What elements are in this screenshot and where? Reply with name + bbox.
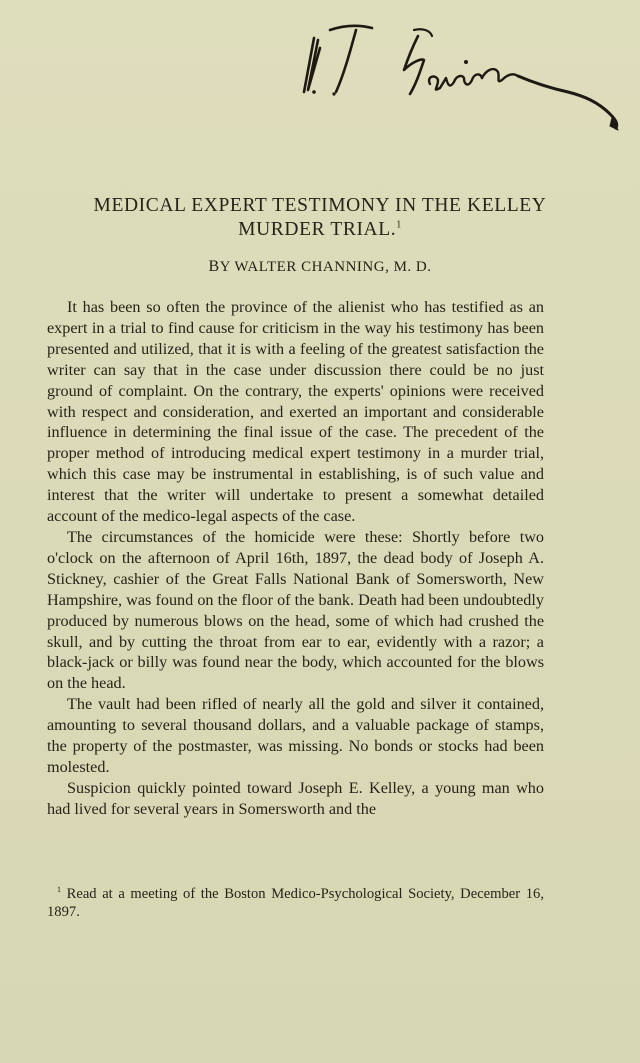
paragraph: It has been so often the province of the alienist who has testified as an expert in a trial to find cause for criticism in the way his testimony has been presented and utilized, that it is with a feeling of the greatest satisfaction the writer can say that in the case under discussion there could be no just ground of complaint. On the contrary, the experts' opinions were received with respect and consideration, and exerted an important and considerable influence in determining the final issue of the case. The precedent of the proper method of introducing medical expert testimony in a murder trial, which this case may be instrumental in establishing, is of such value and interest that the writer will undertake to present a somewhat detailed account of the medico-legal aspects of the case. — [47, 298, 544, 526]
byline-prefix-rest: Y — [219, 259, 231, 275]
title-footnote-marker: 1 — [396, 219, 402, 231]
footnote — [47, 886, 544, 921]
footnote-text: Read at a meeting of the Boston Medico-Psychological Society, December 16, 1897. — [47, 886, 544, 920]
article-title-line-2 — [30, 218, 610, 242]
footnote-marker: 1 — [57, 885, 61, 895]
article-body — [47, 297, 544, 820]
paragraph: The vault had been rifled of nearly all the gold and silver it contained, amounting to several thousand dollars, and a valuable package of stamps, the property of the postmaster, was missing. No bonds or stocks had been molested. — [47, 695, 544, 776]
byline-prefix-initial: B — [208, 258, 220, 275]
paragraph: Suspicion quickly pointed toward Joseph E. Kelley, a young man who had lived for several years in Somersworth and the — [47, 778, 544, 818]
paragraph: The circumstances of the homicide were these: Shortly before two o'clock on the afternoon of April 16th, 1897, the dead body of Joseph A. Stickney, cashier of the Great Falls National Bank of Somersworth, New Hampshire, was found on the floor of the bank. Death had been undoubtedly produced by numerous blows on the head, some of which had crushed the skull, and by cutting the throat from ear to ear, evidently with a razor; a black-jack or billy was found near the body, which accounted for the blows on the head. — [47, 527, 544, 693]
article-title-line-1: MEDICAL EXPERT TESTIMONY IN THE KELLEY — [93, 195, 547, 216]
author-name: WALTER CHANNING, M. D. — [234, 259, 432, 275]
article-title-text: MURDER TRIAL. — [238, 219, 397, 240]
author-byline — [30, 258, 610, 276]
handwritten-signature — [300, 18, 630, 138]
